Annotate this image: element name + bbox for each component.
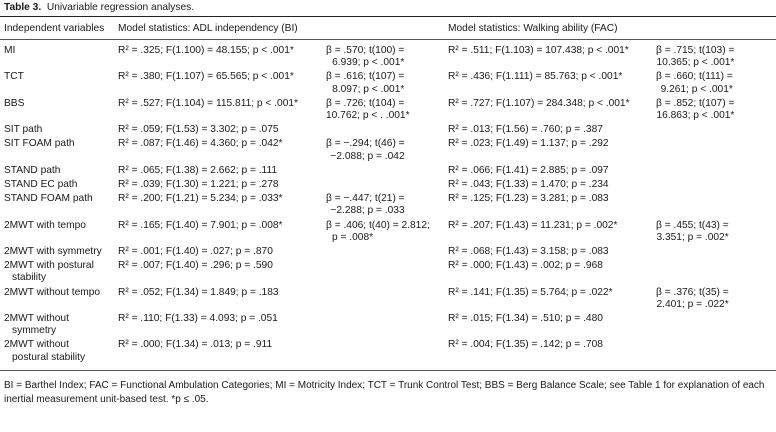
variable-cell bbox=[0, 260, 118, 286]
beta-block bbox=[326, 220, 430, 244]
bi-model-stats: R² = .065; F(1.38) = 2.662; p = .111 bbox=[118, 164, 278, 176]
beta-block bbox=[656, 71, 733, 95]
variable-name: stability bbox=[12, 272, 46, 284]
fac-beta-stats bbox=[656, 40, 776, 72]
fac-beta-stats bbox=[656, 193, 776, 219]
variable-name: SIT FOAM path bbox=[4, 138, 75, 150]
variable-cell bbox=[0, 40, 118, 72]
fac-beta-stats bbox=[656, 260, 776, 286]
bi-model-stats: R² = .000; F(1.34) = .013; p = .911 bbox=[118, 339, 326, 370]
fac-beta-stats bbox=[656, 165, 776, 179]
bi-beta-stats bbox=[326, 138, 448, 164]
fac-model-stats: R² = .727; F(1.107) = 284.348; p < .001* bbox=[448, 97, 630, 109]
beta-block bbox=[656, 45, 734, 69]
variable-name: STAND FOAM path bbox=[4, 193, 93, 205]
variable-cell bbox=[0, 339, 118, 370]
beta-block bbox=[656, 220, 729, 244]
variable-cell bbox=[0, 71, 118, 97]
variable-cell bbox=[0, 193, 118, 219]
variable-cell bbox=[0, 313, 118, 339]
bi-beta-stats bbox=[326, 339, 448, 370]
beta-line-2: 10.365; p < .001* bbox=[656, 57, 735, 69]
beta-line-2: p = .008* bbox=[332, 231, 374, 243]
table-row bbox=[0, 260, 776, 286]
table-row bbox=[0, 138, 776, 164]
beta-line-1: β = −.294; t(46) = bbox=[326, 138, 405, 150]
variable-cell bbox=[0, 246, 118, 260]
variable-name: 2MWT without tempo bbox=[4, 286, 101, 298]
table-caption bbox=[4, 1, 194, 14]
bi-model-stats: R² = .200; F(1.21) = 5.234; p = .033* bbox=[118, 193, 283, 205]
beta-line-1: β = −.447; t(21) = bbox=[326, 193, 405, 205]
variable-cell bbox=[0, 138, 118, 164]
bi-model-stats: R² = .110; F(1.33) = 4.093; p = .051 bbox=[118, 313, 278, 325]
header-independent-variables: Independent variables bbox=[0, 17, 118, 40]
beta-line-1: β = .455; t(43) = bbox=[656, 219, 729, 231]
variable-name: 2MWT with tempo bbox=[4, 219, 86, 231]
beta-line-1: β = .406; t(40) = 2.812; bbox=[326, 219, 430, 231]
variable-cell bbox=[0, 98, 118, 124]
table-row bbox=[0, 71, 776, 97]
beta-line-2: 2.401; p = .022* bbox=[656, 298, 729, 310]
bi-model-stats: R² = .527; F(1.104) = 115.811; p < .001* bbox=[118, 97, 299, 109]
bi-beta-stats bbox=[326, 98, 448, 124]
beta-line-1: β = .726; t(104) = bbox=[326, 97, 405, 109]
beta-line-1: β = .376; t(35) = bbox=[656, 286, 729, 298]
table-row bbox=[0, 98, 776, 124]
bi-model-stats: R² = .325; F(1.100) = 48.155; p < .001* bbox=[118, 45, 294, 56]
variable-name: 2MWT without bbox=[4, 339, 69, 351]
beta-line-1: β = .852; t(107) = bbox=[656, 97, 735, 109]
beta-block bbox=[326, 45, 404, 69]
variable-name: postural stability bbox=[12, 351, 86, 363]
bi-beta-stats bbox=[326, 124, 448, 138]
beta-block bbox=[656, 287, 729, 311]
variable-name: BBS bbox=[4, 97, 25, 109]
bi-beta-stats bbox=[326, 220, 448, 246]
bi-model-stats: R² = .052; F(1.34) = 1.849; p = .183 bbox=[118, 286, 279, 298]
bi-beta-stats bbox=[326, 313, 448, 339]
variable-name: TCT bbox=[4, 71, 24, 83]
beta-line-1: β = .616; t(107) = bbox=[326, 71, 405, 83]
beta-block bbox=[656, 98, 734, 122]
beta-block bbox=[326, 98, 410, 122]
variable-cell bbox=[0, 287, 118, 313]
table-title: Univariable regression analyses. bbox=[46, 2, 195, 13]
fac-model-stats: R² = .141; F(1.35) = 5.764; p = .022* bbox=[448, 286, 613, 298]
table-row bbox=[0, 220, 776, 246]
fac-model-stats: R² = .207; F(1.43) = 11.231; p = .002* bbox=[448, 219, 618, 231]
fac-beta-stats bbox=[656, 339, 776, 370]
beta-line-2: 8.097; p < .001* bbox=[332, 83, 405, 95]
table-label: Table 3. bbox=[4, 2, 42, 13]
fac-beta-stats bbox=[656, 138, 776, 164]
beta-line-2: 9.261; p < .001* bbox=[660, 83, 733, 95]
variable-name: symmetry bbox=[12, 325, 57, 337]
beta-line-1: β = .715; t(103) = bbox=[656, 45, 735, 56]
fac-model-stats: R² = .436; F(1.111) = 85.763; p < .001* bbox=[448, 71, 623, 83]
variable-name: 2MWT with symmetry bbox=[4, 246, 102, 258]
variable-name: STAND EC path bbox=[4, 179, 78, 191]
beta-block bbox=[326, 138, 405, 162]
fac-beta-stats bbox=[656, 71, 776, 97]
beta-line-2: 6.939; p < .001* bbox=[332, 57, 405, 69]
bi-beta-stats bbox=[326, 193, 448, 219]
bi-beta-stats bbox=[326, 71, 448, 97]
fac-model-stats: R² = .015; F(1.34) = .510; p = .480 bbox=[448, 313, 603, 325]
beta-line-2: 3.351; p = .002* bbox=[656, 231, 729, 243]
bi-model-stats: R² = .001; F(1.40) = .027; p = .870 bbox=[118, 246, 273, 258]
beta-line-2: 16.863; p < .001* bbox=[656, 110, 735, 122]
beta-line-1: β = .660; t(111) = bbox=[656, 71, 733, 83]
fac-beta-stats bbox=[656, 98, 776, 124]
fac-model-stats: R² = .000; F(1.43) = .002; p = .968 bbox=[448, 260, 603, 272]
fac-model-stats: R² = .013; F(1.56) = .760; p = .387 bbox=[448, 124, 603, 136]
beta-block bbox=[326, 71, 404, 95]
table-row bbox=[0, 339, 776, 370]
fac-model-stats: R² = .125; F(1.23) = 3.281; p = .083 bbox=[448, 193, 609, 205]
fac-beta-stats bbox=[656, 220, 776, 246]
regression-table bbox=[0, 16, 776, 371]
beta-line-1: β = .570; t(100) = bbox=[326, 45, 405, 56]
beta-block bbox=[326, 193, 405, 217]
variable-cell bbox=[0, 165, 118, 179]
variable-name: MI bbox=[4, 45, 16, 56]
table-container bbox=[0, 16, 776, 407]
table-row bbox=[0, 165, 776, 179]
variable-cell bbox=[0, 179, 118, 193]
variable-name: STAND path bbox=[4, 164, 61, 176]
fac-model-stats: R² = .511; F(1.103) = 107.438; p < .001* bbox=[448, 45, 629, 56]
variable-cell bbox=[0, 220, 118, 246]
table-row bbox=[0, 246, 776, 260]
fac-beta-stats bbox=[656, 287, 776, 313]
fac-beta-stats bbox=[656, 179, 776, 193]
variable-cell bbox=[0, 124, 118, 138]
bi-beta-stats bbox=[326, 40, 448, 72]
beta-line-2: −2.088; p = .042 bbox=[330, 150, 405, 162]
table-row bbox=[0, 124, 776, 138]
fac-model-stats: R² = .043; F(1.33) = 1.470; p = .234 bbox=[448, 179, 609, 191]
fac-beta-stats bbox=[656, 124, 776, 138]
table-row bbox=[0, 287, 776, 313]
header-row bbox=[0, 17, 776, 40]
bi-beta-stats bbox=[326, 287, 448, 313]
beta-line-2: −2.288; p = .033 bbox=[330, 205, 405, 217]
fac-beta-stats bbox=[656, 246, 776, 260]
bi-model-stats: R² = .087; F(1.46) = 4.360; p = .042* bbox=[118, 138, 283, 150]
variable-name: SIT path bbox=[4, 124, 43, 136]
bi-model-stats: R² = .007; F(1.40) = .296; p = .590 bbox=[118, 260, 273, 272]
fac-model-stats: R² = .066; F(1.41) = 2.885; p = .097 bbox=[448, 164, 609, 176]
fac-model-stats: R² = .023; F(1.49) = 1.137; p = .292 bbox=[448, 138, 609, 150]
header-bi: Model statistics: ADL independency (BI) bbox=[118, 17, 448, 40]
table-row bbox=[0, 313, 776, 339]
bi-model-stats: R² = .059; F(1.53) = 3.302; p = .075 bbox=[118, 124, 279, 136]
bi-model-stats: R² = .039; F(1.30) = 1.221; p = .278 bbox=[118, 179, 279, 191]
bi-beta-stats bbox=[326, 165, 448, 179]
bi-beta-stats bbox=[326, 179, 448, 193]
table-row bbox=[0, 40, 776, 72]
bi-model-stats: R² = .380; F(1.107) = 65.565; p < .001* bbox=[118, 71, 294, 83]
table-row bbox=[0, 193, 776, 219]
bi-beta-stats bbox=[326, 246, 448, 260]
beta-line-2: 10.762; p < . .001* bbox=[326, 110, 410, 122]
fac-model-stats: R² = .068; F(1.43) = 3.158; p = .083 bbox=[448, 246, 609, 258]
fac-beta-stats bbox=[656, 313, 776, 339]
header-fac: Model statistics: Walking ability (FAC) bbox=[448, 17, 776, 40]
table-footnote: BI = Barthel Index; FAC = Functional Ambulation Categories; MI = Motricity Index; TCT = Trunk Control Test; BBS = Berg Balance Scale; see Table 1 for explanation of each inertial measurement unit-based test. *p ≤ .05. bbox=[4, 379, 765, 405]
fac-model-stats: R² = .004; F(1.35) = .142; p = .708 bbox=[448, 339, 656, 370]
bi-model-stats: R² = .165; F(1.40) = 7.901; p = .008* bbox=[118, 219, 283, 231]
bi-beta-stats bbox=[326, 260, 448, 286]
table-row bbox=[0, 179, 776, 193]
variable-name: 2MWT with postural bbox=[4, 260, 94, 272]
variable-name: 2MWT without bbox=[4, 313, 69, 325]
